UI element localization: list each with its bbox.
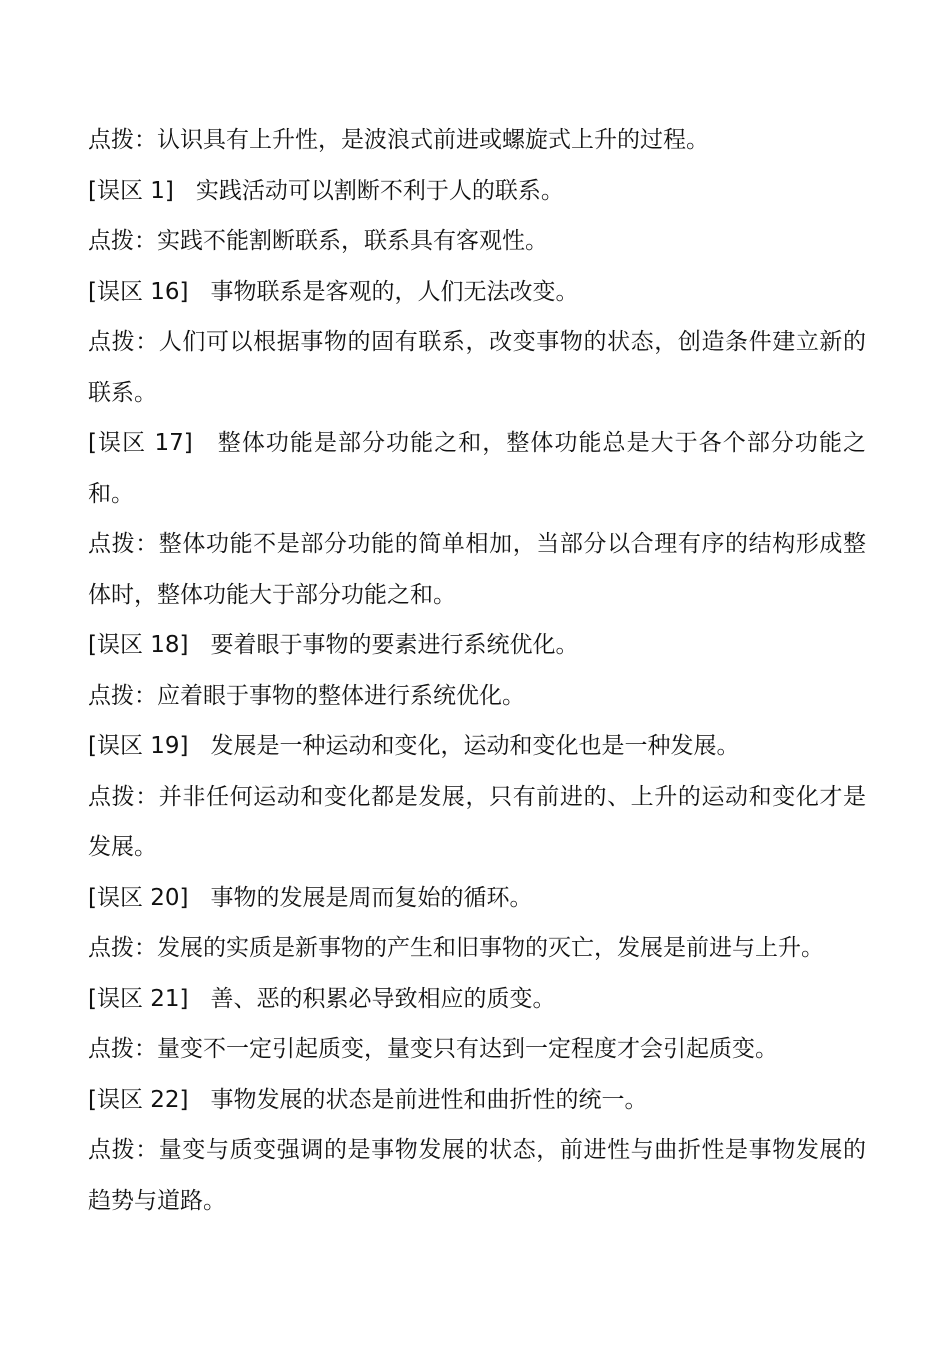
misconception-label: [误区 22] — [88, 1086, 189, 1113]
tip-label: 点拨： — [88, 1036, 157, 1062]
misconception-paragraph — [88, 267, 866, 318]
tip-text: 量变与质变强调的是事物发展的状态，前进性与曲折性是事物发展的趋势与道路。 — [88, 1137, 866, 1214]
misconception-label: [误区 20] — [88, 884, 189, 911]
tip-label: 点拨： — [88, 783, 159, 810]
misconception-text: 事物联系是客观的，人们无法改变。 — [210, 278, 579, 305]
tip-text: 量变不一定引起质变，量变只有达到一定程度才会引起质变。 — [157, 1036, 778, 1062]
tip-paragraph — [88, 671, 866, 722]
misconception-paragraph — [88, 166, 866, 217]
tip-text: 认识具有上升性，是波浪式前进或螺旋式上升的过程。 — [157, 127, 709, 153]
misconception-text: 实践活动可以割断不利于人的联系。 — [195, 177, 564, 204]
tip-label: 点拨： — [88, 228, 157, 254]
tip-paragraph — [88, 1024, 866, 1075]
tip-paragraph — [88, 317, 866, 418]
tip-label: 点拨： — [88, 1137, 159, 1163]
tip-paragraph — [88, 519, 866, 620]
tip-paragraph — [88, 1125, 866, 1226]
misconception-label: [误区 1] — [88, 177, 174, 204]
misconception-text: 事物发展的状态是前进性和曲折性的统一。 — [210, 1086, 648, 1113]
misconception-label: [误区 18] — [88, 632, 189, 658]
tip-text: 并非任何运动和变化都是发展，只有前进的、上升的运动和变化才是发展。 — [88, 783, 866, 860]
misconception-paragraph — [88, 721, 866, 772]
misconception-label: [误区 21] — [88, 985, 189, 1012]
tip-label: 点拨： — [88, 127, 157, 153]
misconception-text: 要着眼于事物的要素进行系统优化。 — [210, 632, 579, 658]
tip-label: 点拨： — [88, 531, 159, 557]
misconception-text: 善、恶的积累必导致相应的质变。 — [210, 985, 556, 1012]
tip-text: 整体功能不是部分功能的简单相加，当部分以合理有序的结构形成整体时，整体功能大于部分功能之和。 — [88, 531, 866, 608]
tip-paragraph — [88, 216, 866, 267]
tip-text: 实践不能割断联系，联系具有客观性。 — [157, 228, 548, 254]
misconception-paragraph — [88, 620, 866, 671]
tip-label: 点拨： — [88, 935, 157, 961]
misconception-paragraph — [88, 418, 866, 519]
tip-text: 人们可以根据事物的固有联系，改变事物的状态，创造条件建立新的联系。 — [88, 329, 866, 406]
misconception-label: [误区 17] — [88, 430, 193, 456]
misconception-paragraph — [88, 873, 866, 924]
tip-text: 发展的实质是新事物的产生和旧事物的灭亡，发展是前进与上升。 — [157, 935, 824, 961]
tip-paragraph — [88, 923, 866, 974]
misconception-label: [误区 19] — [88, 733, 189, 759]
misconception-paragraph — [88, 1075, 866, 1126]
misconception-text: 事物的发展是周而复始的循环。 — [210, 884, 533, 911]
misconception-text: 整体功能是部分功能之和，整体功能总是大于各个部分功能之和。 — [88, 430, 867, 507]
document-page — [88, 115, 866, 1226]
tip-paragraph — [88, 772, 866, 873]
misconception-text: 发展是一种运动和变化，运动和变化也是一种发展。 — [210, 733, 740, 759]
tip-text: 应着眼于事物的整体进行系统优化。 — [157, 682, 525, 709]
misconception-paragraph — [88, 974, 866, 1025]
misconception-label: [误区 16] — [88, 278, 189, 305]
tip-label: 点拨： — [88, 682, 157, 709]
tip-label: 点拨： — [88, 329, 159, 355]
tip-paragraph — [88, 115, 866, 166]
